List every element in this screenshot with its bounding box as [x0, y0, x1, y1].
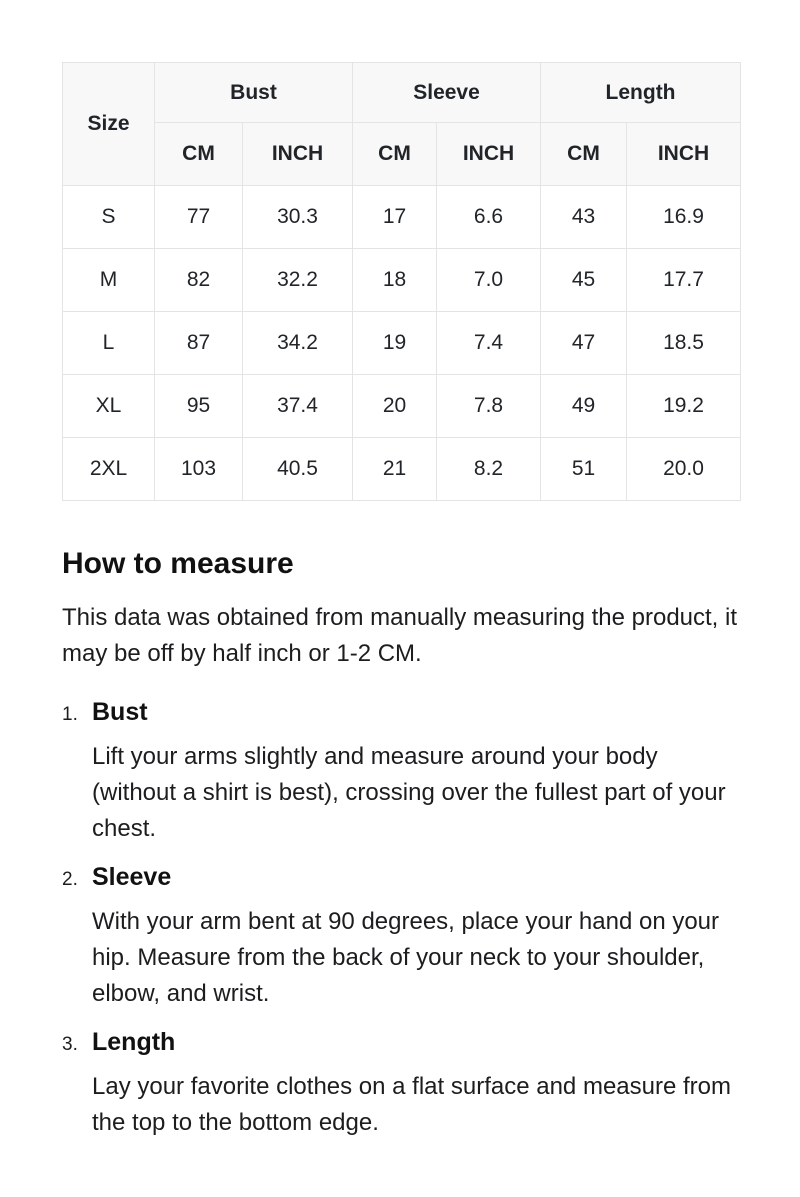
value-cell: 82 [155, 249, 243, 312]
size-cell: 2XL [63, 438, 155, 501]
value-cell: 95 [155, 375, 243, 438]
value-cell: 45 [541, 249, 627, 312]
size-column-header: Size [63, 63, 155, 186]
value-cell: 18 [353, 249, 437, 312]
bust-inch-header: INCH [243, 123, 353, 186]
value-cell: 17 [353, 186, 437, 249]
value-cell: 87 [155, 312, 243, 375]
value-cell: 19.2 [627, 375, 741, 438]
length-inch-header: INCH [627, 123, 741, 186]
measure-step-sleeve [62, 863, 740, 1012]
size-cell: L [63, 312, 155, 375]
value-cell: 77 [155, 186, 243, 249]
table-row-2xl [63, 438, 741, 501]
value-cell: 20 [353, 375, 437, 438]
step-description-bust: Lift your arms slightly and measure around your body (without a shirt is best), crossing over the fullest part of your chest. [92, 742, 726, 842]
bust-group-header: Bust [155, 63, 353, 123]
step-title-bust: Bust [92, 697, 148, 726]
value-cell: 6.6 [437, 186, 541, 249]
value-cell: 19 [353, 312, 437, 375]
value-cell: 47 [541, 312, 627, 375]
step-head-sleeve [62, 863, 740, 892]
size-chart-table [62, 62, 741, 501]
table-row-m [63, 249, 741, 312]
table-row-xl [63, 375, 741, 438]
step-head-bust [62, 698, 740, 727]
value-cell: 43 [541, 186, 627, 249]
value-cell: 7.4 [437, 312, 541, 375]
step-title-sleeve: Sleeve [92, 862, 172, 891]
table-unit-header-row [63, 123, 741, 186]
table-row-l [63, 312, 741, 375]
value-cell: 49 [541, 375, 627, 438]
size-cell: XL [63, 375, 155, 438]
value-cell: 37.4 [243, 375, 353, 438]
table-row-s [63, 186, 741, 249]
step-number: 3. [62, 1033, 78, 1055]
step-description-length: Lay your favorite clothes on a flat surface and measure from the top to the bottom edge. [92, 1072, 731, 1136]
value-cell: 40.5 [243, 438, 353, 501]
value-cell: 34.2 [243, 312, 353, 375]
how-to-measure-heading: How to measure [62, 547, 294, 580]
length-cm-header: CM [541, 123, 627, 186]
measure-step-bust [62, 698, 740, 847]
sleeve-cm-header: CM [353, 123, 437, 186]
step-number: 1. [62, 703, 78, 725]
measure-steps-list [62, 698, 740, 1141]
value-cell: 18.5 [627, 312, 741, 375]
value-cell: 8.2 [437, 438, 541, 501]
value-cell: 20.0 [627, 438, 741, 501]
value-cell: 21 [353, 438, 437, 501]
measure-step-length [62, 1028, 740, 1141]
value-cell: 7.8 [437, 375, 541, 438]
sleeve-inch-header: INCH [437, 123, 541, 186]
value-cell: 17.7 [627, 249, 741, 312]
sleeve-group-header: Sleeve [353, 63, 541, 123]
value-cell: 7.0 [437, 249, 541, 312]
length-group-header: Length [541, 63, 741, 123]
value-cell: 51 [541, 438, 627, 501]
bust-cm-header: CM [155, 123, 243, 186]
value-cell: 32.2 [243, 249, 353, 312]
value-cell: 103 [155, 438, 243, 501]
value-cell: 16.9 [627, 186, 741, 249]
size-cell: M [63, 249, 155, 312]
step-title-length: Length [92, 1027, 176, 1056]
measure-disclaimer-text: This data was obtained from manually measuring the product, it may be off by half inch or 1-2 CM. [62, 603, 738, 667]
size-cell: S [63, 186, 155, 249]
step-description-sleeve: With your arm bent at 90 degrees, place your hand on your hip. Measure from the back of your neck to your shoulder, elbow, and wrist. [92, 907, 720, 1007]
table-group-header-row [63, 63, 741, 123]
value-cell: 30.3 [243, 186, 353, 249]
step-number: 2. [62, 868, 78, 890]
step-head-length [62, 1028, 740, 1057]
